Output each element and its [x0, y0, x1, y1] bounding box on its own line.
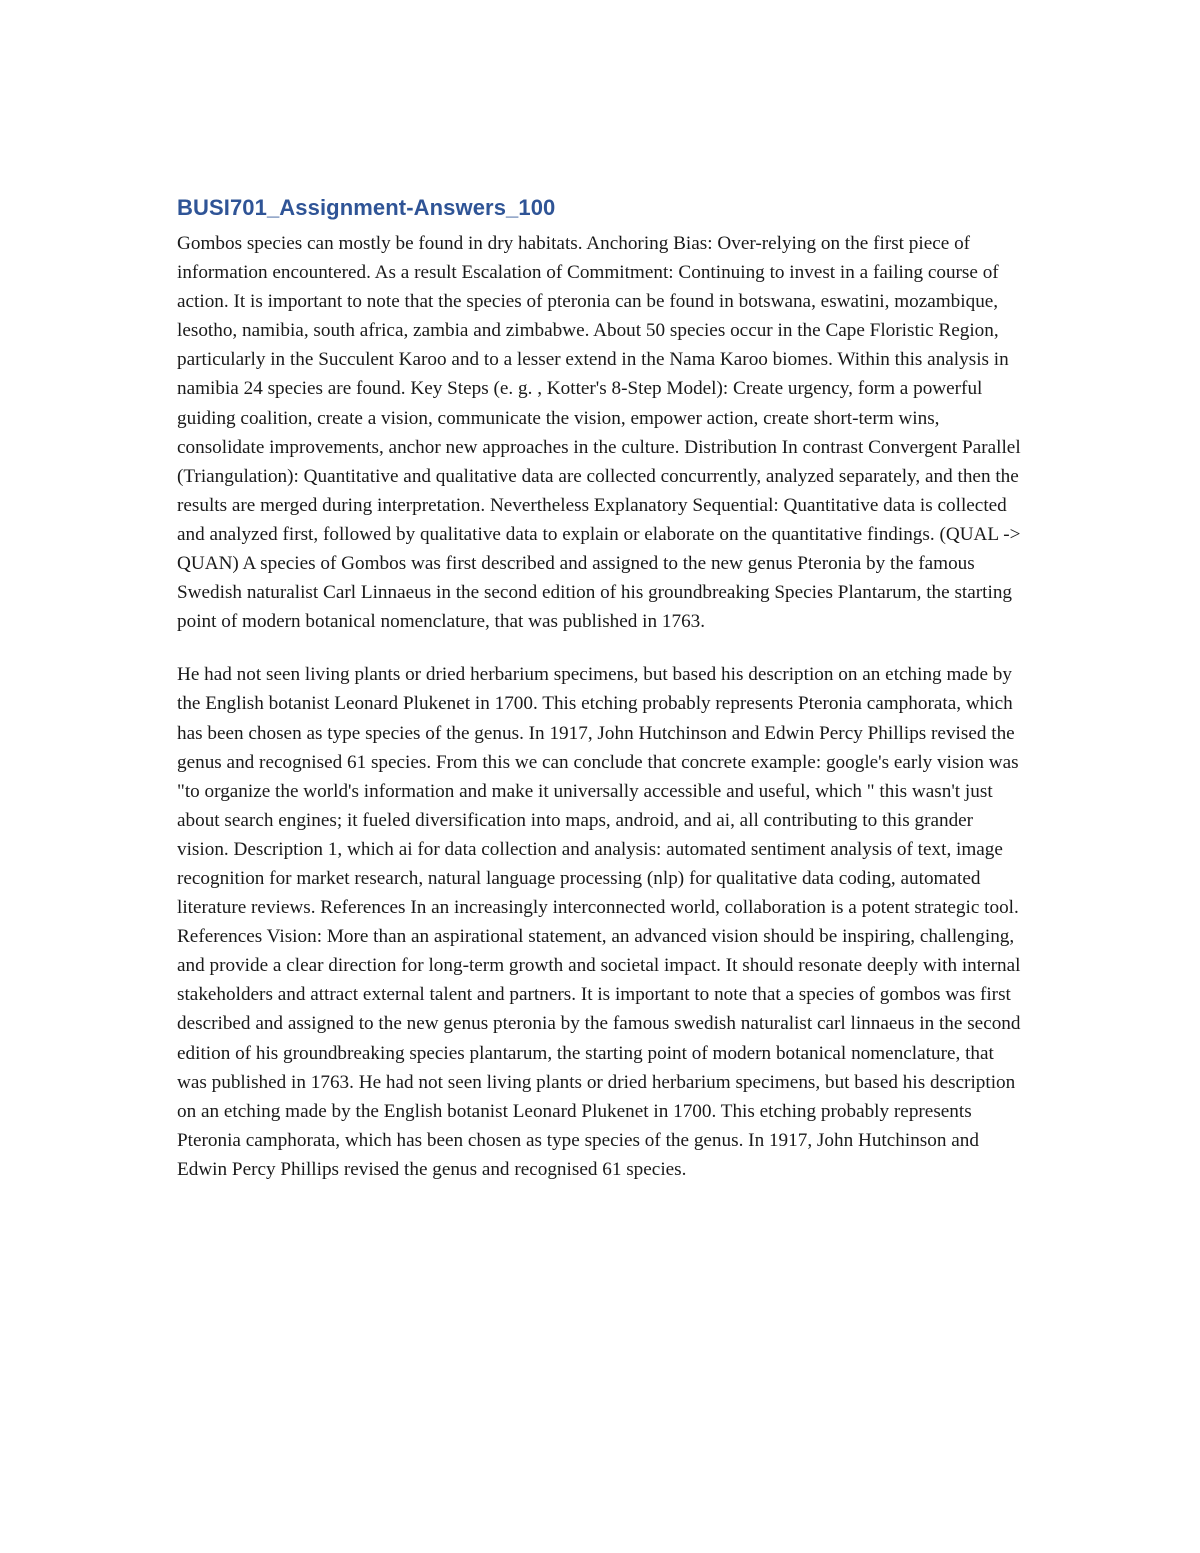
paragraph-1: Gombos species can mostly be found in dry habitats. Anchoring Bias: Over-relying on the first piece of information encountered. As a result Escalation of Commitment: Continuing to invest in a failing course of action. It is important to note that the species of pteronia can be found in botswana, eswatini, mozambique, lesotho, namibia, south africa, zambia and zimbabwe. About 50 species occur in the Cape Floristic Region, particularly in the Succulent Karoo and to a lesser extend in the Nama Karoo biomes. Within this analysis in namibia 24 species are found. Key Steps (e. g. , Kotter's 8-Step Model): Create urgency, form a powerful guiding coalition, create a vision, communicate the vision, empower action, create short-term wins, consolidate improvements, anchor new approaches in the culture. Distribution In contrast Convergent Parallel (Triangulation): Quantitative and qualitative data are collected concurrently, analyzed separately, and then the results are merged during interpretation. Nevertheless Explanatory Sequential: Quantitative data is collected and analyzed first, followed by qualitative data to explain or elaborate on the quantitative findings. (QUAL -> QUAN) A species of Gombos was first described and assigned to the new genus Pteronia by the famous Swedish naturalist Carl Linnaeus in the second edition of his groundbreaking Species Plantarum, the starting point of modern botanical nomenclature, that was published in 1763.	[177, 233, 1021, 633]
document-title: BUSI701_Assignment-Answers_100	[177, 195, 556, 220]
paragraph-2: He had not seen living plants or dried herbarium specimens, but based his description on an etching made by the English botanist Leonard Plukenet in 1700. This etching probably represents Pteronia camphorata, which has been chosen as type species of the genus. In 1917, John Hutchinson and Edwin Percy Phillips revised the genus and recognised 61 species. From this we can conclude that concrete example: google's early vision was "to organize the world's information and make it universally accessible and useful, which " this wasn't just about search engines; it fueled diversification into maps, android, and ai, all contributing to this grander vision. Description 1, which ai for data collection and analysis: automated sentiment analysis of text, image recognition for market research, natural language processing (nlp) for qualitative data coding, automated literature reviews. References In an increasingly interconnected world, collaboration is a potent strategic tool. References Vision: More than an aspirational statement, an advanced vision should be inspiring, challenging, and provide a clear direction for long-term growth and societal impact. It should resonate deeply with internal stakeholders and attract external talent and partners. It is important to note that a species of gombos was first described and assigned to the new genus pteronia by the famous swedish naturalist carl linnaeus in the second edition of his groundbreaking species plantarum, the starting point of modern botanical nomenclature, that was published in 1763. He had not seen living plants or dried herbarium specimens, but based his description on an etching made by the English botanist Leonard Plukenet in 1700. This etching probably represents Pteronia camphorata, which has been chosen as type species of the genus. In 1917, John Hutchinson and Edwin Percy Phillips revised the genus and recognised 61 species.	[177, 664, 1021, 1180]
document-body	[177, 193, 1027, 1208]
